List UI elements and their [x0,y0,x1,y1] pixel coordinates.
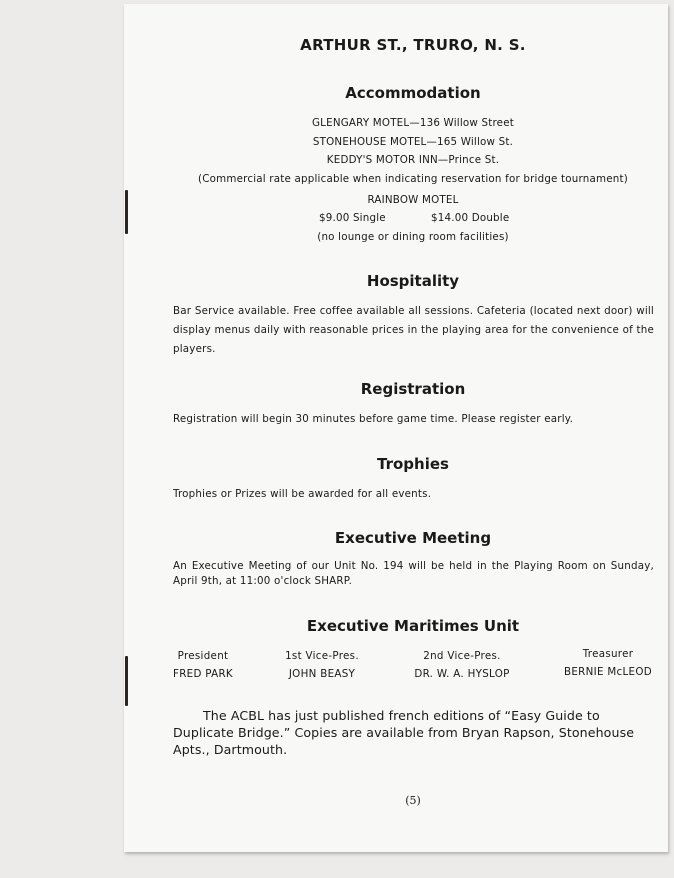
officer-president [173,650,233,686]
executive-unit-heading: Executive Maritimes Unit [306,617,520,635]
officer-title: 2nd Vice-Pres. [423,650,501,662]
accommodation-line-3: KEDDY'S MOTOR INN—Prince St. [326,154,500,166]
registration-heading: Registration [360,380,466,398]
officer-name: JOHN BEASY [288,668,356,680]
accommodation-line-4: (Commercial rate applicable when indicating reservation for bridge tournament) [198,173,628,185]
officer-name: FRED PARK [173,668,233,680]
trophies-text: Trophies or Prizes will be awarded for all events. [173,488,432,500]
acbl-announcement: The ACBL has just published french editions of “Easy Guide to Duplicate Bridge.” Copies are available from Bryan Rapson, Stonehouse Apts., Dartmouth. [173,708,635,757]
accommodation-line-5: RAINBOW MOTEL [367,194,459,206]
accommodation-note: (no lounge or dining room facilities) [317,231,509,243]
officer-title: Treasurer [582,648,634,660]
officer-name: DR. W. A. HYSLOP [414,668,510,680]
accommodation-heading: Accommodation [345,84,481,102]
staple-bottom [125,656,128,706]
trophies-heading: Trophies [377,455,449,473]
officer-title: President [177,650,229,662]
officer-first-vice-president [282,650,362,686]
officer-title: 1st Vice-Pres. [285,650,359,662]
officer-treasurer [560,648,656,684]
page-number: (5) [405,794,421,807]
staple-top [125,190,128,234]
executive-meeting-text: An Executive Meeting of our Unit No. 194 will be held in the Playing Room on Sunday, April 9th, at 11:00 o'clock SHARP. [173,560,654,587]
hospitality-heading: Hospitality [366,272,460,290]
officer-name: BERNIE McLEOD [564,666,652,678]
rate-double: $14.00 Double [431,212,510,224]
page-title: ARTHUR ST., TRURO, N. S. [300,36,526,54]
accommodation-line-2: STONEHOUSE MOTEL—165 Willow St. [312,136,514,148]
registration-text: Registration will begin 30 minutes before game time. Please register early. [173,413,574,425]
hospitality-text: Bar Service available. Free coffee available all sessions. Cafeteria (located next door) will display menus daily with reasonable prices in the playing area for the convenience of the players. [173,305,654,355]
rate-single: $9.00 Single [319,212,386,224]
executive-meeting-heading: Executive Meeting [334,529,492,547]
officer-second-vice-president [406,650,518,686]
accommodation-line-1: GLENGARY MOTEL—136 Willow Street [312,117,514,129]
